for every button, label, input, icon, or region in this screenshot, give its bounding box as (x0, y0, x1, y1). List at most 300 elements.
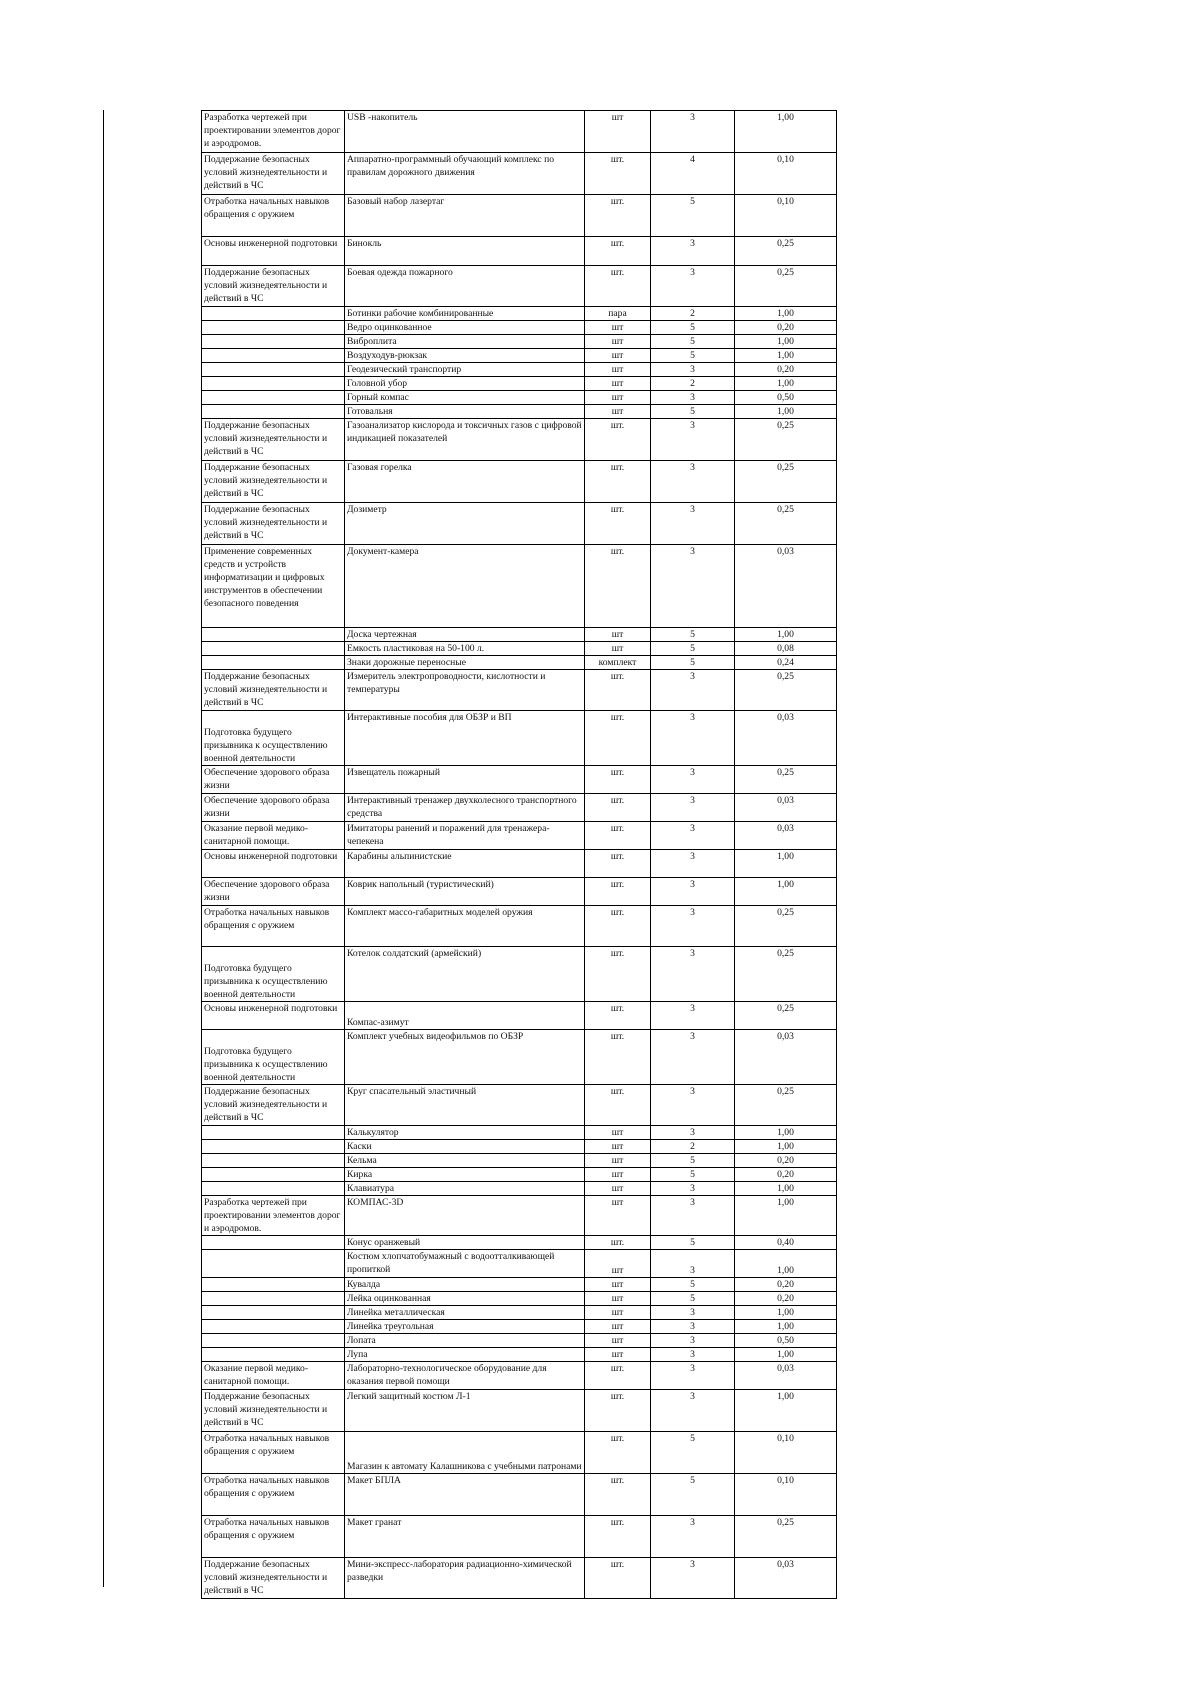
table-row (202, 947, 837, 1002)
category-cell (202, 1306, 345, 1320)
item-name-cell: Аппаратно-программный обучающий комплекс по правилам дорожного движения (345, 153, 585, 195)
coefficient-cell: 0,25 (735, 461, 837, 503)
quantity-cell: 3 (651, 947, 735, 1002)
coefficient-cell: 0,20 (735, 1168, 837, 1182)
item-name-cell: Головной убор (345, 377, 585, 391)
category-cell (202, 391, 345, 405)
category-cell: Отработка начальных навыков обращения с оружием (202, 906, 345, 947)
item-name-cell: Извещатель пожарный (345, 766, 585, 794)
item-name-cell: Лупа (345, 1348, 585, 1362)
quantity-cell: 3 (651, 1334, 735, 1348)
coefficient-cell: 0,20 (735, 1278, 837, 1292)
coefficient-cell: 0,03 (735, 545, 837, 628)
unit-cell: шт (585, 1182, 651, 1196)
category-cell: Основы инженерной подготовки (202, 1002, 345, 1030)
coefficient-cell: 0,25 (735, 1002, 837, 1030)
unit-cell: шт. (585, 947, 651, 1002)
item-name-cell: Виброплита (345, 335, 585, 349)
table-row (202, 335, 837, 349)
category-cell (202, 349, 345, 363)
quantity-cell: 5 (651, 656, 735, 670)
unit-cell: шт. (585, 1002, 651, 1030)
coefficient-cell: 1,00 (735, 111, 837, 153)
coefficient-cell: 0,25 (735, 670, 837, 711)
unit-cell: шт (585, 1348, 651, 1362)
item-name-cell: Боевая одежда пожарного (345, 266, 585, 307)
quantity-cell: 2 (651, 1140, 735, 1154)
category-cell: Отработка начальных навыков обращения с оружием (202, 1474, 345, 1516)
table-row (202, 1140, 837, 1154)
table-row (202, 1154, 837, 1168)
category-cell (202, 1154, 345, 1168)
coefficient-cell: 0,40 (735, 1236, 837, 1250)
unit-cell: шт (585, 349, 651, 363)
quantity-cell: 3 (651, 670, 735, 711)
quantity-cell: 5 (651, 335, 735, 349)
item-name-cell: Макет БПЛА (345, 1474, 585, 1516)
left-margin-rule (103, 110, 104, 1587)
quantity-cell: 5 (651, 1154, 735, 1168)
table-row (202, 321, 837, 335)
quantity-cell: 3 (651, 1182, 735, 1196)
unit-cell: шт (585, 1196, 651, 1236)
coefficient-cell: 0,20 (735, 1292, 837, 1306)
table-row (202, 419, 837, 461)
unit-cell: комплект (585, 656, 651, 670)
category-cell: Разработка чертежей при проектировании элементов дорог и аэродромов. (202, 1196, 345, 1236)
coefficient-cell: 1,00 (735, 1250, 837, 1278)
unit-cell: шт. (585, 878, 651, 906)
quantity-cell: 5 (651, 321, 735, 335)
category-cell (202, 1236, 345, 1250)
item-name-cell: Линейка треугольная (345, 1320, 585, 1334)
item-name-cell: Костюм хлопчатобумажный с водоотталкивающей пропиткой (345, 1250, 585, 1278)
equipment-table (201, 110, 837, 1599)
coefficient-cell: 0,10 (735, 1432, 837, 1474)
category-cell: Поддержание безопасных условий жизнедеятельности и действий в ЧС (202, 266, 345, 307)
item-name-cell: Лабораторно-технологическое оборудование для оказания первой помощи (345, 1362, 585, 1390)
table-row (202, 1250, 837, 1278)
table-row (202, 766, 837, 794)
table-row (202, 307, 837, 321)
unit-cell: шт (585, 377, 651, 391)
quantity-cell: 3 (651, 1002, 735, 1030)
table-row (202, 1126, 837, 1140)
category-cell: Оказание первой медико-санитарной помощи. (202, 1362, 345, 1390)
coefficient-cell: 1,00 (735, 349, 837, 363)
unit-cell: шт (585, 391, 651, 405)
unit-cell: шт (585, 642, 651, 656)
unit-cell: шт. (585, 1474, 651, 1516)
coefficient-cell: 0,03 (735, 822, 837, 850)
quantity-cell: 5 (651, 1432, 735, 1474)
item-name-cell: Комплект массо-габаритных моделей оружия (345, 906, 585, 947)
quantity-cell: 3 (651, 766, 735, 794)
quantity-cell: 5 (651, 642, 735, 656)
unit-cell: шт (585, 1168, 651, 1182)
category-cell (202, 1182, 345, 1196)
unit-cell: шт. (585, 906, 651, 947)
table-row (202, 1348, 837, 1362)
coefficient-cell: 0,10 (735, 153, 837, 195)
table-row (202, 1306, 837, 1320)
table-row (202, 461, 837, 503)
coefficient-cell: 0,50 (735, 391, 837, 405)
unit-cell: шт (585, 1320, 651, 1334)
quantity-cell: 3 (651, 1362, 735, 1390)
equipment-table-body (202, 111, 837, 1599)
unit-cell: шт. (585, 1432, 651, 1474)
category-cell (202, 405, 345, 419)
item-name-cell: Карабины альпинистские (345, 850, 585, 878)
item-name-cell: Магазин к автомату Калашникова с учебными патронами (345, 1432, 585, 1474)
quantity-cell: 3 (651, 111, 735, 153)
item-name-cell: Легкий защитный костюм Л-1 (345, 1390, 585, 1432)
coefficient-cell: 0,03 (735, 1030, 837, 1085)
unit-cell: шт (585, 321, 651, 335)
category-cell (202, 1334, 345, 1348)
table-row (202, 878, 837, 906)
category-cell: Поддержание безопасных условий жизнедеятельности и действий в ЧС (202, 1085, 345, 1126)
unit-cell: шт. (585, 1030, 651, 1085)
category-cell: Подготовка будущего призывника к осуществлению военной деятельности (202, 947, 345, 1002)
category-cell (202, 656, 345, 670)
quantity-cell: 5 (651, 1292, 735, 1306)
coefficient-cell: 1,00 (735, 1140, 837, 1154)
item-name-cell: Горный компас (345, 391, 585, 405)
unit-cell: шт. (585, 1362, 651, 1390)
coefficient-cell: 1,00 (735, 1348, 837, 1362)
unit-cell: шт. (585, 766, 651, 794)
unit-cell: шт. (585, 545, 651, 628)
item-name-cell: Комплект учебных видеофильмов по ОБЗР (345, 1030, 585, 1085)
unit-cell: шт (585, 1250, 651, 1278)
category-cell (202, 307, 345, 321)
coefficient-cell: 1,00 (735, 850, 837, 878)
quantity-cell: 3 (651, 1196, 735, 1236)
table-row (202, 656, 837, 670)
unit-cell: шт. (585, 1558, 651, 1599)
category-cell: Применение современных средств и устройств информатизации и цифровых инструментов в обеспечении безопасного поведения (202, 545, 345, 628)
table-row (202, 391, 837, 405)
table-row (202, 1432, 837, 1474)
coefficient-cell: 1,00 (735, 405, 837, 419)
category-cell (202, 1126, 345, 1140)
quantity-cell: 3 (651, 545, 735, 628)
unit-cell: шт (585, 1154, 651, 1168)
category-cell: Поддержание безопасных условий жизнедеятельности и действий в ЧС (202, 1558, 345, 1599)
quantity-cell: 3 (651, 419, 735, 461)
item-name-cell: КОМПАС-3D (345, 1196, 585, 1236)
quantity-cell: 2 (651, 307, 735, 321)
table-row (202, 266, 837, 307)
table-row (202, 503, 837, 545)
table-row (202, 1320, 837, 1334)
category-cell (202, 363, 345, 377)
item-name-cell: Калькулятор (345, 1126, 585, 1140)
table-row (202, 1558, 837, 1599)
table-row (202, 711, 837, 766)
item-name-cell: Базовый набор лазертаг (345, 195, 585, 237)
quantity-cell: 3 (651, 1250, 735, 1278)
unit-cell: пара (585, 307, 651, 321)
quantity-cell: 3 (651, 363, 735, 377)
category-cell: Поддержание безопасных условий жизнедеятельности и действий в ЧС (202, 461, 345, 503)
item-name-cell: Мини-экспресс-лаборатория радиационно-химической разведки (345, 1558, 585, 1599)
coefficient-cell: 1,00 (735, 1196, 837, 1236)
table-row (202, 1390, 837, 1432)
table-row (202, 822, 837, 850)
table-row (202, 1196, 837, 1236)
table-row (202, 906, 837, 947)
item-name-cell: Ботинки рабочие комбинированные (345, 307, 585, 321)
item-name-cell: Коврик напольный (туристический) (345, 878, 585, 906)
item-name-cell: Бинокль (345, 237, 585, 266)
unit-cell: шт. (585, 1516, 651, 1558)
category-cell: Отработка начальных навыков обращения с оружием (202, 1516, 345, 1558)
unit-cell: шт. (585, 711, 651, 766)
item-name-cell: Газовая горелка (345, 461, 585, 503)
category-cell: Подготовка будущего призывника к осуществлению военной деятельности (202, 711, 345, 766)
table-row (202, 1334, 837, 1348)
item-name-cell: Кельма (345, 1154, 585, 1168)
quantity-cell: 3 (651, 1126, 735, 1140)
unit-cell: шт. (585, 850, 651, 878)
category-cell (202, 1250, 345, 1278)
category-cell: Поддержание безопасных условий жизнедеятельности и действий в ЧС (202, 153, 345, 195)
category-cell: Поддержание безопасных условий жизнедеятельности и действий в ЧС (202, 419, 345, 461)
unit-cell: шт. (585, 153, 651, 195)
coefficient-cell: 0,25 (735, 766, 837, 794)
table-row (202, 1236, 837, 1250)
item-name-cell: Конус оранжевый (345, 1236, 585, 1250)
coefficient-cell: 0,20 (735, 1154, 837, 1168)
unit-cell: шт. (585, 822, 651, 850)
category-cell: Оказание первой медико-санитарной помощи. (202, 822, 345, 850)
category-cell (202, 642, 345, 656)
quantity-cell: 3 (651, 794, 735, 822)
category-cell (202, 377, 345, 391)
category-cell: Подготовка будущего призывника к осуществлению военной деятельности (202, 1030, 345, 1085)
unit-cell: шт. (585, 419, 651, 461)
item-name-cell: Воздуходув-рюкзак (345, 349, 585, 363)
coefficient-cell: 0,50 (735, 1334, 837, 1348)
unit-cell: шт. (585, 237, 651, 266)
table-row (202, 237, 837, 266)
coefficient-cell: 0,25 (735, 503, 837, 545)
unit-cell: шт. (585, 503, 651, 545)
item-name-cell: Круг спасательный эластичный (345, 1085, 585, 1126)
coefficient-cell: 1,00 (735, 628, 837, 642)
unit-cell: шт (585, 1292, 651, 1306)
unit-cell: шт. (585, 794, 651, 822)
quantity-cell: 3 (651, 461, 735, 503)
coefficient-cell: 0,25 (735, 237, 837, 266)
quantity-cell: 3 (651, 1030, 735, 1085)
category-cell: Поддержание безопасных условий жизнедеятельности и действий в ЧС (202, 1390, 345, 1432)
category-cell: Отработка начальных навыков обращения с оружием (202, 195, 345, 237)
quantity-cell: 3 (651, 1390, 735, 1432)
quantity-cell: 3 (651, 878, 735, 906)
quantity-cell: 3 (651, 391, 735, 405)
coefficient-cell: 1,00 (735, 307, 837, 321)
coefficient-cell: 1,00 (735, 1306, 837, 1320)
coefficient-cell: 0,25 (735, 419, 837, 461)
coefficient-cell: 0,03 (735, 711, 837, 766)
quantity-cell: 5 (651, 628, 735, 642)
table-row (202, 377, 837, 391)
table-row (202, 794, 837, 822)
table-row (202, 1002, 837, 1030)
item-name-cell: Газоанализатор кислорода и токсичных газов с цифровой индикацией показателей (345, 419, 585, 461)
item-name-cell: Кирка (345, 1168, 585, 1182)
item-name-cell: Компас-азимут (345, 1002, 585, 1030)
table-row (202, 1168, 837, 1182)
table-row (202, 1182, 837, 1196)
item-name-cell: Каски (345, 1140, 585, 1154)
coefficient-cell: 1,00 (735, 1390, 837, 1432)
category-cell: Отработка начальных навыков обращения с оружием (202, 1432, 345, 1474)
coefficient-cell: 1,00 (735, 377, 837, 391)
quantity-cell: 3 (651, 1516, 735, 1558)
table-row (202, 1474, 837, 1516)
coefficient-cell: 1,00 (735, 878, 837, 906)
item-name-cell: Имитаторы ранений и поражений для тренажера-чепекена (345, 822, 585, 850)
quantity-cell: 2 (651, 377, 735, 391)
quantity-cell: 5 (651, 195, 735, 237)
quantity-cell: 3 (651, 1085, 735, 1126)
item-name-cell: Измеритель электропроводности, кислотности и температуры (345, 670, 585, 711)
item-name-cell: Макет гранат (345, 1516, 585, 1558)
category-cell (202, 1292, 345, 1306)
table-row (202, 628, 837, 642)
table-row (202, 1516, 837, 1558)
table-row (202, 1278, 837, 1292)
category-cell (202, 1168, 345, 1182)
coefficient-cell: 0,25 (735, 1085, 837, 1126)
unit-cell: шт (585, 1278, 651, 1292)
coefficient-cell: 1,00 (735, 1320, 837, 1334)
table-row (202, 545, 837, 628)
quantity-cell: 3 (651, 1306, 735, 1320)
unit-cell: шт. (585, 461, 651, 503)
quantity-cell: 4 (651, 153, 735, 195)
item-name-cell: Лопата (345, 1334, 585, 1348)
unit-cell: шт (585, 1334, 651, 1348)
coefficient-cell: 1,00 (735, 1182, 837, 1196)
coefficient-cell: 0,03 (735, 1558, 837, 1599)
quantity-cell: 5 (651, 1168, 735, 1182)
item-name-cell: Ведро оцинкованное (345, 321, 585, 335)
unit-cell: шт (585, 1140, 651, 1154)
coefficient-cell: 0,10 (735, 195, 837, 237)
item-name-cell: USB -накопитель (345, 111, 585, 153)
category-cell (202, 628, 345, 642)
unit-cell: шт (585, 1306, 651, 1320)
item-name-cell: Доска чертежная (345, 628, 585, 642)
category-cell: Поддержание безопасных условий жизнедеятельности и действий в ЧС (202, 503, 345, 545)
quantity-cell: 3 (651, 711, 735, 766)
quantity-cell: 3 (651, 906, 735, 947)
quantity-cell: 5 (651, 349, 735, 363)
category-cell: Поддержание безопасных условий жизнедеятельности и действий в ЧС (202, 670, 345, 711)
table-row (202, 349, 837, 363)
quantity-cell: 3 (651, 266, 735, 307)
quantity-cell: 3 (651, 850, 735, 878)
table-row (202, 850, 837, 878)
coefficient-cell: 0,25 (735, 906, 837, 947)
coefficient-cell: 0,08 (735, 642, 837, 656)
unit-cell: шт. (585, 670, 651, 711)
category-cell: Обеспечение здорового образа жизни (202, 794, 345, 822)
item-name-cell: Кувалда (345, 1278, 585, 1292)
coefficient-cell: 0,25 (735, 266, 837, 307)
unit-cell: шт (585, 628, 651, 642)
unit-cell: шт (585, 363, 651, 377)
item-name-cell: Котелок солдатский (армейский) (345, 947, 585, 1002)
category-cell: Основы инженерной подготовки (202, 237, 345, 266)
category-cell (202, 1278, 345, 1292)
unit-cell: шт. (585, 1236, 651, 1250)
quantity-cell: 3 (651, 822, 735, 850)
coefficient-cell: 0,10 (735, 1474, 837, 1516)
item-name-cell: Интерактивные пособия для ОБЗР и ВП (345, 711, 585, 766)
coefficient-cell: 0,25 (735, 1516, 837, 1558)
table-row (202, 153, 837, 195)
table-row (202, 363, 837, 377)
quantity-cell: 5 (651, 1474, 735, 1516)
coefficient-cell: 1,00 (735, 335, 837, 349)
item-name-cell: Дозиметр (345, 503, 585, 545)
item-name-cell: Линейка металлическая (345, 1306, 585, 1320)
unit-cell: шт (585, 1126, 651, 1140)
item-name-cell: Интерактивный тренажер двухколесного транспортного средства (345, 794, 585, 822)
table-row (202, 195, 837, 237)
coefficient-cell: 1,00 (735, 1126, 837, 1140)
category-cell: Обеспечение здорового образа жизни (202, 766, 345, 794)
table-row (202, 670, 837, 711)
table-row (202, 405, 837, 419)
coefficient-cell: 0,03 (735, 1362, 837, 1390)
unit-cell: шт. (585, 195, 651, 237)
coefficient-cell: 0,25 (735, 947, 837, 1002)
unit-cell: шт (585, 405, 651, 419)
item-name-cell: Документ-камера (345, 545, 585, 628)
table-row (202, 1085, 837, 1126)
coefficient-cell: 0,24 (735, 656, 837, 670)
category-cell: Обеспечение здорового образа жизни (202, 878, 345, 906)
category-cell (202, 321, 345, 335)
quantity-cell: 5 (651, 1236, 735, 1250)
category-cell (202, 1348, 345, 1362)
unit-cell: шт. (585, 1085, 651, 1126)
quantity-cell: 3 (651, 1348, 735, 1362)
quantity-cell: 5 (651, 405, 735, 419)
item-name-cell: Емкость пластиковая на 50-100 л. (345, 642, 585, 656)
coefficient-cell: 0,20 (735, 321, 837, 335)
table-row (202, 1030, 837, 1085)
item-name-cell: Знаки дорожные переносные (345, 656, 585, 670)
category-cell (202, 1320, 345, 1334)
category-cell: Основы инженерной подготовки (202, 850, 345, 878)
table-row (202, 1292, 837, 1306)
table-row (202, 1362, 837, 1390)
item-name-cell: Лейка оцинкованная (345, 1292, 585, 1306)
item-name-cell: Клавиатура (345, 1182, 585, 1196)
coefficient-cell: 0,03 (735, 794, 837, 822)
quantity-cell: 3 (651, 503, 735, 545)
unit-cell: шт. (585, 266, 651, 307)
